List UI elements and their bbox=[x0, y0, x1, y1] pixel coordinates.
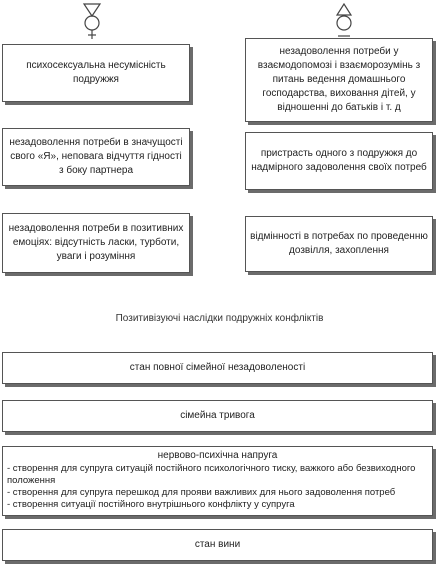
tension-item-3: - створення ситуації постійного внутрішнього конфлікту у супруга bbox=[7, 499, 295, 510]
right-box-3 bbox=[245, 216, 433, 272]
left-box-3-text: незадоволення потреби в позитивних емоціях: відсутність ласки, турботи, уваги і розуміння bbox=[8, 223, 184, 262]
right-box-1 bbox=[245, 38, 433, 122]
family-anxiety-box bbox=[2, 400, 433, 432]
right-box-1-text: незадоволення потреби у взаємодопомозі і взаєморозумінь з питань ведення домашнього господарства, виховання дітей, у відношенні до батьків і т. д bbox=[257, 46, 421, 113]
nervous-tension-title: нервово-психічна напруга bbox=[157, 450, 278, 461]
left-box-2-text: незадоволення потреби в значущості свого «Я», неповага відчуття гідності з боку партнера bbox=[9, 137, 183, 176]
family-anxiety-text: сімейна тривога bbox=[180, 410, 255, 421]
right-box-2 bbox=[245, 132, 433, 190]
guilt-state-text: стан вини bbox=[194, 539, 241, 550]
family-dissatisfaction-text: стан повної сімейної незадоволеності bbox=[129, 362, 306, 373]
tension-item-2: - створення для супруга перешкод для прояви важливих для нього задоволення потреб bbox=[7, 487, 396, 498]
guilt-state-box bbox=[2, 529, 433, 561]
family-dissatisfaction-box bbox=[2, 352, 433, 384]
consequences-heading: Позитивізуючі наслідки подружніх конфліктів bbox=[115, 313, 324, 324]
nervous-tension-box bbox=[2, 446, 433, 516]
left-box-2 bbox=[2, 128, 190, 186]
tension-item-1: - створення для супруга ситуацій постійного психологічного тиску, важкого або безвиходного положення bbox=[7, 463, 416, 486]
left-box-3 bbox=[2, 213, 190, 273]
female-symbol-icon bbox=[80, 2, 104, 40]
right-box-3-text: відмінності в потребах по проведенню дозвілля, захоплення bbox=[250, 231, 428, 256]
right-box-2-text: пристрасть одного з подружжя до надмірного задоволення своїх потреб bbox=[251, 148, 427, 173]
left-box-1 bbox=[2, 44, 190, 102]
male-symbol-icon bbox=[332, 2, 356, 40]
left-box-1-text: психосексуальна несумісність подружжя bbox=[26, 60, 166, 85]
